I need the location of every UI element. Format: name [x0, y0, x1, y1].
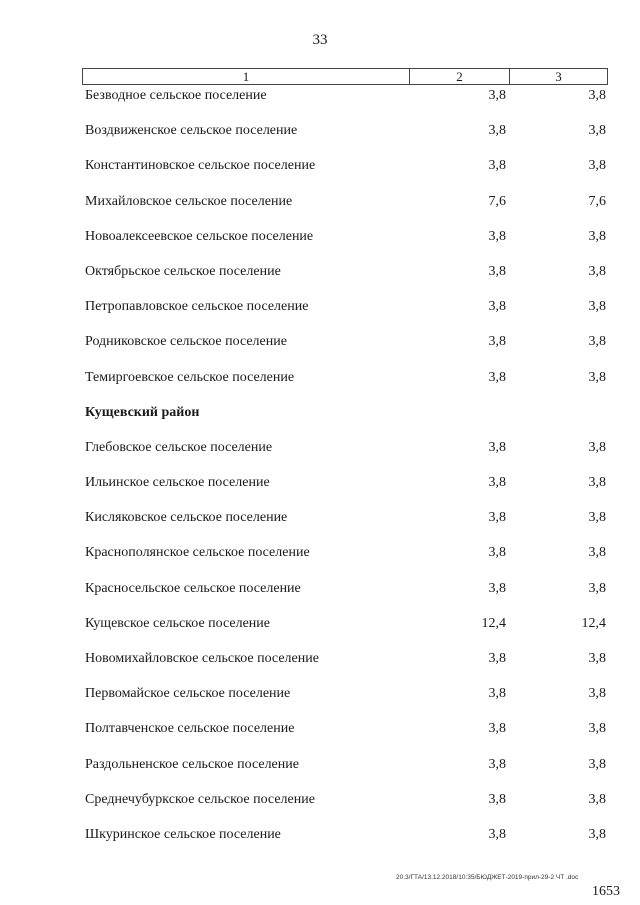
- value-col-3: 3,8: [588, 334, 606, 350]
- settlement-name: Безводное сельское поселение: [85, 88, 267, 103]
- settlement-name: Глебовское сельское поселение: [85, 439, 273, 455]
- settlement-name: Темиргоевское сельское поселение: [85, 369, 295, 385]
- settlement-name: Родниковское сельское поселение: [85, 334, 287, 350]
- value-col-3: 3,8: [588, 158, 606, 174]
- value-col-3: 3,8: [588, 510, 606, 526]
- table-header-col-2: 2: [410, 69, 510, 84]
- table-row: [85, 158, 611, 193]
- value-col-3: 3,8: [588, 545, 606, 561]
- settlement-name: Новомихайловское сельское поселение: [85, 651, 319, 666]
- table-row: [85, 194, 611, 229]
- table-row: [85, 264, 611, 299]
- value-col-2: 3,8: [488, 475, 506, 491]
- value-col-2: 7,6: [488, 193, 506, 209]
- section-heading-row: [85, 405, 611, 440]
- settlement-name: Среднечубуркское сельское поселение: [85, 791, 315, 807]
- value-col-3: 3,8: [588, 263, 606, 279]
- value-col-2: 3,8: [488, 721, 506, 737]
- value-col-2: 3,8: [488, 791, 506, 807]
- settlement-name: Октябрьское сельское поселение: [85, 263, 281, 279]
- sheet-number: 1653: [592, 884, 620, 899]
- table-row: [85, 299, 611, 334]
- district-heading: Кущевский район: [85, 404, 200, 420]
- document-file-stamp: 20.3/ГТА/13.12.2018/10:35/БЮДЖЕТ-2019-прил-29-2 ЧТ .doc: [396, 874, 579, 881]
- settlement-name: Красносельское сельское поселение: [85, 580, 301, 596]
- value-col-2: 3,8: [488, 299, 506, 315]
- value-col-2: 3,8: [488, 580, 506, 596]
- table-row: [85, 545, 611, 580]
- value-col-2: 3,8: [488, 826, 506, 842]
- value-col-3: 3,8: [588, 439, 606, 455]
- value-col-2: 3,8: [488, 123, 506, 139]
- table-row: [85, 370, 611, 405]
- table-row: [85, 123, 611, 158]
- table-row: [85, 510, 611, 545]
- value-col-2: 3,8: [488, 263, 506, 279]
- value-col-3: 3,8: [588, 826, 606, 842]
- value-col-3: 3,8: [588, 791, 606, 807]
- settlement-name: Петропавловское сельское поселение: [85, 299, 309, 315]
- table-row: [85, 651, 611, 686]
- value-col-2: 3,8: [488, 651, 506, 666]
- settlement-name: Раздольненское сельское поселение: [85, 756, 299, 772]
- table-body: [85, 88, 611, 862]
- settlement-name: Ильинское сельское поселение: [85, 475, 270, 491]
- value-col-2: 3,8: [488, 686, 506, 702]
- value-col-3: 3,8: [588, 88, 606, 103]
- table-row: [85, 721, 611, 756]
- settlement-name: Кисляковское сельское поселение: [85, 510, 288, 526]
- value-col-2: 3,8: [488, 369, 506, 385]
- value-col-2: 3,8: [488, 510, 506, 526]
- value-col-3: 3,8: [588, 756, 606, 772]
- value-col-3: 3,8: [588, 580, 606, 596]
- settlement-name: Кущевское сельское поселение: [85, 615, 270, 631]
- value-col-2: 3,8: [488, 545, 506, 561]
- value-col-3: 3,8: [588, 686, 606, 702]
- value-col-2: 3,8: [488, 158, 506, 174]
- settlement-name: Первомайское сельское поселение: [85, 686, 291, 702]
- settlement-name: Шкуринское сельское поселение: [85, 826, 281, 842]
- value-col-3: 3,8: [588, 123, 606, 139]
- table-row: [85, 581, 611, 616]
- table-header: [82, 68, 608, 85]
- value-col-3: 3,8: [588, 651, 606, 666]
- table-row: [85, 616, 611, 651]
- value-col-3: 7,6: [588, 193, 606, 209]
- settlement-name: Константиновское сельское поселение: [85, 158, 316, 174]
- table-row: [85, 88, 611, 123]
- table-row: [85, 686, 611, 721]
- table-row: [85, 334, 611, 369]
- table-row: [85, 440, 611, 475]
- settlement-name: Воздвиженское сельское поселение: [85, 123, 298, 139]
- table-header-col-3: 3: [555, 69, 562, 84]
- table-row: [85, 757, 611, 792]
- value-col-2: 3,8: [488, 439, 506, 455]
- value-col-2: 3,8: [488, 756, 506, 772]
- value-col-2: 3,8: [488, 88, 506, 103]
- table-header-col-1: 1: [83, 69, 410, 84]
- value-col-3: 3,8: [588, 475, 606, 491]
- table-row: [85, 792, 611, 827]
- value-col-2: 3,8: [488, 228, 506, 244]
- settlement-name: Новоалексеевское сельское поселение: [85, 228, 314, 244]
- table-row: [85, 229, 611, 264]
- value-col-3: 3,8: [588, 721, 606, 737]
- value-col-2: 12,4: [481, 615, 506, 631]
- value-col-3: 3,8: [588, 369, 606, 385]
- value-col-3: 12,4: [581, 615, 606, 631]
- value-col-3: 3,8: [588, 228, 606, 244]
- settlement-name: Краснополянское сельское поселение: [85, 545, 310, 561]
- value-col-3: 3,8: [588, 299, 606, 315]
- table-row: [85, 827, 611, 862]
- page-number: 33: [312, 32, 328, 48]
- settlement-name: Михайловское сельское поселение: [85, 193, 293, 209]
- settlement-name: Полтавченское сельское поселение: [85, 721, 295, 737]
- value-col-2: 3,8: [488, 334, 506, 350]
- table-row: [85, 475, 611, 510]
